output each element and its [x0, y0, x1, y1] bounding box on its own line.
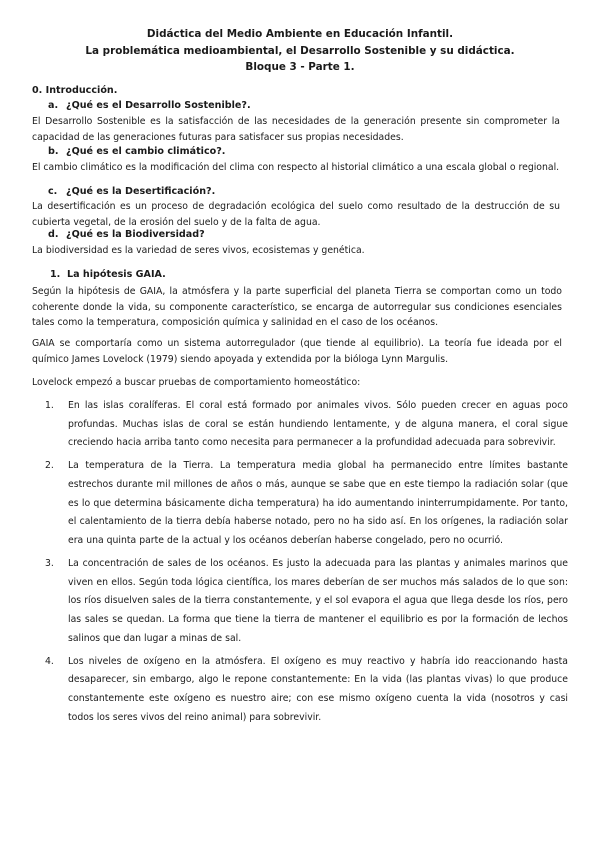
document-header	[0, 26, 600, 76]
list-item-text: La concentración de sales de los océanos. Es justo la adecuada para las plantas y animales marinos que viven en ellos. Según toda lógica científica, los mares deberían de ser muchos más salados de lo que son: los ríos disuelven sales de la tierra constantemente, y el sol evapora el agua que llega desde los ríos, pero las sales se quedan. La forma que tiene la tierra de mantener el equilibrio es por la formación de lechos salinos que dan lugar a minas de sal.	[68, 558, 568, 644]
question-a-text: ¿Qué es el Desarrollo Sostenible?.	[66, 100, 251, 111]
intro-heading: 0. Introducción.	[32, 85, 118, 96]
question-b-text: ¿Qué es el cambio climático?.	[66, 146, 226, 157]
answer-a: El Desarrollo Sostenible es la satisfacción de las necesidades de la generación presente sin comprometer la capacidad de las generaciones futuras para satisfacer sus propias necesidades.	[32, 116, 560, 143]
question-d-text: ¿Qué es la Biodiversidad?	[66, 229, 205, 240]
question-d	[48, 229, 205, 240]
list-item	[45, 397, 568, 453]
list-item-number: 2.	[45, 460, 54, 472]
question-c	[48, 186, 215, 197]
question-c-letter: c.	[48, 186, 58, 197]
list-item-text: La temperatura de la Tierra. La temperatura media global ha permanecido entre límites bastante estrechos durante mil millones de años o más, aunque se sabe que en este tiempo la radiación solar (que es lo que determina básicamente dicha temperatura) ha ido aumentando ininterrumpidamente. Por tanto, el calentamiento de la tierra debía haberse notado, pero no ha sido así. En los orígenes, la radiación solar era una quinta parte de la actual y los océanos deberían haberse congelado, pero no ocurrió.	[68, 460, 568, 547]
question-d-letter: d.	[48, 229, 59, 240]
list-item	[45, 653, 568, 728]
answer-b: El cambio climático es la modificación del clima con respecto al historial climático a una escala global o regional.	[32, 162, 560, 173]
list-item-number: 3.	[45, 558, 54, 569]
section-1-heading	[50, 269, 166, 280]
question-b-letter: b.	[48, 146, 59, 157]
list-item-text: Los niveles de oxígeno en la atmósfera. El oxígeno es muy reactivo y habría ido reaccionando hasta desaparecer, sin embargo, algo le repone constantemente: En la vida (las plantas vivas) lo que produce constantemente este oxígeno es nuestro aire; con ese mismo oxígeno cuenta la vida (nosotros y casi todos los seres vivos del reino animal) para sobrevivir.	[68, 655, 568, 723]
answer-d: La biodiversidad es la variedad de seres vivos, ecosistemas y genética.	[32, 245, 365, 256]
section-1-paragraph-2: GAIA se comportaría como un sistema autorregulador (que tiende al equilibrio). La teoría fue ideada por el químico James Lovelock (1979) siendo apoyada y extendida por la bióloga Lynn Margulis.	[32, 338, 562, 365]
answer-c: La desertificación es un proceso de degradación ecológica del suelo como resultado de la destrucción de su cubierta vegetal, de la erosión del suelo y de la falta de agua.	[32, 201, 560, 228]
question-b	[48, 146, 225, 157]
evidence-list	[45, 397, 568, 732]
list-item-number: 1.	[45, 400, 54, 411]
question-a	[48, 100, 251, 111]
header-line-1: Didáctica del Medio Ambiente en Educación Infantil.	[146, 28, 454, 40]
list-item-number: 4.	[45, 655, 54, 667]
list-item	[45, 555, 568, 649]
header-line-2: La problemática medioambiental, el Desarrollo Sostenible y su didáctica.	[85, 44, 515, 57]
question-a-letter: a.	[48, 100, 59, 111]
section-1-number: 1.	[50, 269, 61, 280]
list-item	[45, 457, 568, 551]
section-1-paragraph-3: Lovelock empezó a buscar pruebas de comportamiento homeostático:	[32, 377, 361, 388]
header-line-3: Bloque 3 - Parte 1.	[245, 61, 355, 73]
question-c-text: ¿Qué es la Desertificación?.	[66, 186, 216, 197]
section-1-paragraph-1: Según la hipótesis de GAIA, la atmósfera y la parte superficial del planeta Tierra se comportan como un todo coherente donde la vida, su componente característico, se encarga de autorregular sus condiciones esenciales tales como la temperatura, composición química y salinidad en el caso de los océanos.	[32, 286, 562, 328]
section-1-title: La hipótesis GAIA.	[67, 269, 166, 280]
list-item-text: En las islas coralíferas. El coral está formado por animales vivos. Sólo pueden crecer en aguas poco profundas. Muchas islas de coral se están hundiendo lentamente, y de alguna manera, el coral sigue creciendo hacia arriba tanto como necesita para permanecer a la profundidad adecuada para sobrevivir.	[68, 400, 568, 449]
